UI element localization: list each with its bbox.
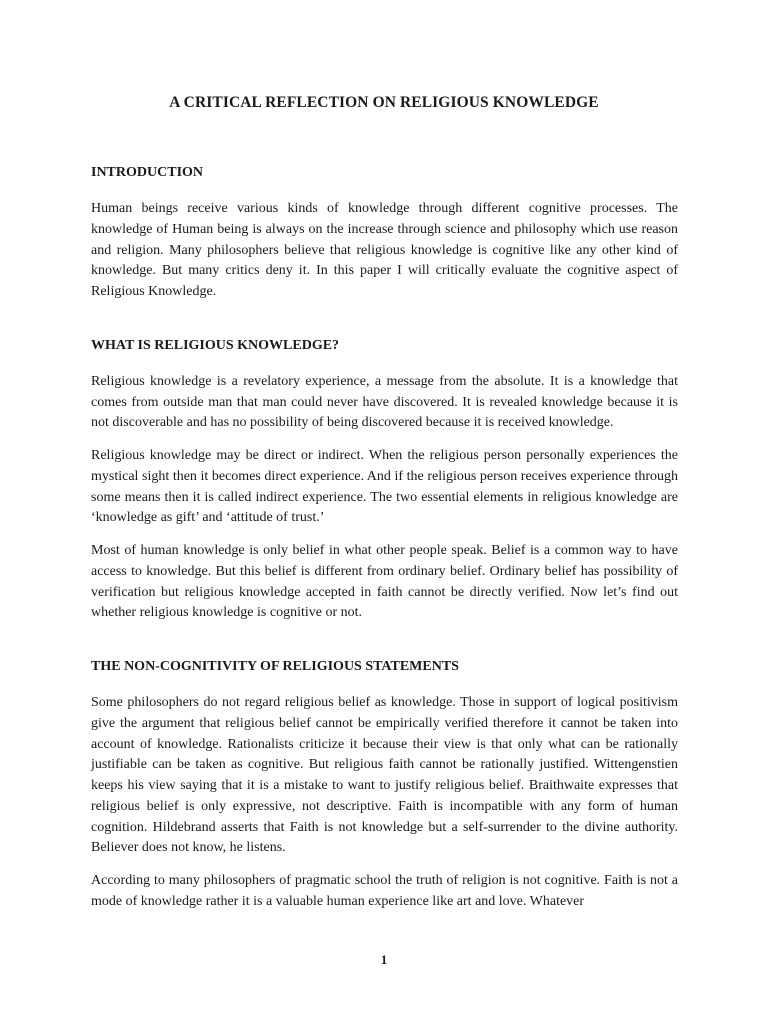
paragraph: According to many philosophers of pragmatic school the truth of religion is not cognitive. Faith is not a mode of knowledge rather it is a valuable human experience like art and love. Whatever [91, 873, 678, 909]
section-heading: WHAT IS RELIGIOUS KNOWLEDGE? [91, 337, 340, 353]
section-heading: INTRODUCTION [91, 165, 204, 180]
document-body [91, 164, 678, 925]
page-number: 1 [380, 952, 388, 967]
paragraph: Religious knowledge may be direct or indirect. When the religious person personally experiences the mystical sight then it becomes direct experience. And if the religious person receives experience through some means then it is called indirect experience. The two essential elements in religious knowledge are ‘knowledge as gift’ and ‘attitude of trust.’ [91, 448, 678, 526]
section-heading: THE NON-COGNITIVITY OF RELIGIOUS STATEMENTS [91, 659, 459, 674]
document-title: A CRITICAL REFLECTION ON RELIGIOUS KNOWLEDGE [169, 94, 599, 111]
section-non-cognitivity [91, 658, 678, 913]
paragraph: Religious knowledge is a revelatory experience, a message from the absolute. It is a knowledge that comes from outside man that man could never have discovered. It is revealed knowledge because it is not discoverable and has no possibility of being discovered because it is received knowledge. [91, 373, 678, 431]
section-introduction [91, 164, 678, 303]
paragraph: Some philosophers do not regard religious belief as knowledge. Those in support of logical positivism give the argument that religious belief cannot be empirically verified therefore it cannot be taken into account of knowledge. Rationalists criticize it because their view is that only what can be rationally justifiable can be taken as cognitive. But religious faith cannot be rationally justified. Wittengenstien keeps his view saying that it is a mistake to want to justify religious belief. Braithwaite expresses that religious belief is only expressive, not descriptive. Faith is incompatible with any form of human cognition. Hildebrand asserts that Faith is not knowledge but a self-surrender to the divine authority. Believer does not know, he listens. [91, 695, 678, 856]
paragraph: Most of human knowledge is only belief in what other people speak. Belief is a common way to have access to knowledge. But this belief is different from ordinary belief. Ordinary belief has possibility of verification but religious knowledge accepted in faith cannot be directly verified. Now let’s find out whether religious knowledge is cognitive or not. [91, 543, 678, 621]
section-what-is-religious-knowledge [91, 337, 678, 624]
paragraph: Human beings receive various kinds of knowledge through different cognitive processes. The knowledge of Human being is always on the increase through science and philosophy which use reason and religion. Many philosophers believe that religious knowledge is cognitive like any other kind of knowledge. But many critics deny it. In this paper I will critically evaluate the cognitive aspect of Religious Knowledge. [91, 201, 678, 299]
